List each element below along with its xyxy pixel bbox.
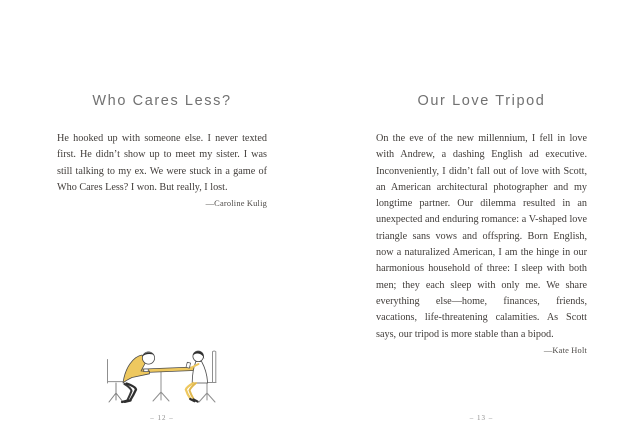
left-story-attribution: —Caroline Kulig	[205, 199, 267, 209]
left-person-leg-back	[125, 384, 132, 400]
left-page	[57, 0, 267, 448]
right-person-illustration	[186, 351, 208, 402]
right-story-text: On the eve of the new millennium, I fell in love with Andrew, a dashing English ad executive. Inconveniently, I didn’t fall out of love with Scott, an American architectural photographer and my longtime partner. Our dilemma resulted in an unexpected and enduring romance: a V-shaped love triangle sans vows and offspring. Born English, now a naturalized American, I am the hinge in our harmonious household of three: I sleep with both men; they each sleep with only me. We share everything else—home, finances, friends, vacations, life-threatening calamities. As Scott says, our tripod is more stable than a bipod.	[376, 133, 587, 340]
left-person-phone-icon	[144, 369, 148, 372]
right-story-body	[376, 131, 587, 359]
right-page	[376, 0, 587, 448]
right-person-phone-icon	[186, 362, 191, 368]
left-page-number: – 12 –	[150, 414, 174, 422]
left-person-illustration	[122, 352, 155, 402]
right-page-number: – 13 –	[469, 414, 494, 422]
right-story-attribution: —Kate Holt	[543, 345, 587, 355]
table-texting-illustration	[95, 342, 245, 414]
right-story-title: Our Love Tripod	[417, 93, 546, 109]
left-story-body	[57, 131, 267, 212]
right-person-dress	[192, 362, 207, 384]
left-person-shoe-front	[125, 400, 131, 401]
left-story-text: He hooked up with someone else. I never texted first. He didn’t show up to meet my sister. I was still talking to my ex. We were stuck in a game of Who Cares Less? I won. But really, I lost.	[57, 133, 267, 193]
left-chair-icon	[108, 360, 126, 403]
left-story-title: Who Cares Less?	[92, 93, 232, 109]
table-leg-icon	[153, 372, 169, 401]
